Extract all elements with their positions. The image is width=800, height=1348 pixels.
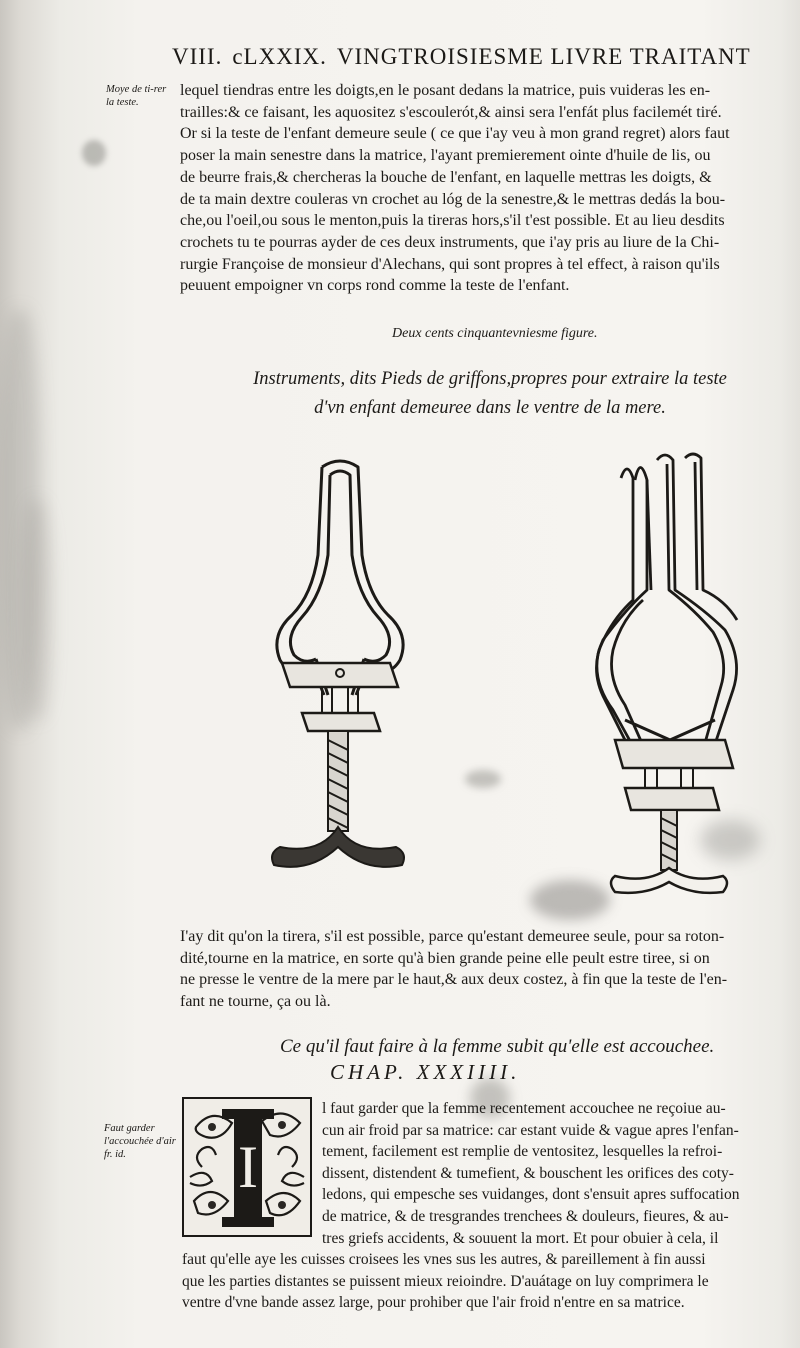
- text-line: dité,tourne en la matrice, en sorte qu'à bien grande peine elle peult estre tiree, si on: [180, 949, 710, 967]
- text-line: de beurre frais,& chercheras la bouche de l'enfant, en laquelle mettras les doigts, &: [180, 168, 712, 186]
- dropcap-letter: I: [238, 1134, 258, 1200]
- paragraph-2: [180, 926, 780, 1013]
- figure-title: [230, 365, 750, 423]
- text-line: che,ou l'oeil,ou sous le menton,puis la tireras hors,s'il t'est possible. Et au lieu desdits: [180, 212, 725, 230]
- text-line: ne presse le ventre de la mere par le haut,& aux deux costez, à fin que la teste de l'en-: [180, 971, 728, 989]
- griffon-instrument-right-illustration: [585, 450, 755, 900]
- chapter-number: CHAP. XXXIIII.: [330, 1060, 521, 1084]
- text-line: tement, facilement est remplie de ventositez, lesquelles la refroi-: [322, 1143, 723, 1161]
- text-line: cun air froid par sa matrice: car estant vuide & vague apres l'enfan-: [322, 1121, 739, 1139]
- folio: VIII.: [172, 44, 223, 69]
- text-line: poser la main senestre dans la matrice, l'ayant premierement ointe d'huile de lis, ou: [180, 147, 711, 165]
- decorative-dropcap-illustration: [182, 1097, 312, 1237]
- running-header: [172, 44, 782, 78]
- text-line: peuuent empoigner vn corps rond comme la teste de l'enfant.: [180, 277, 570, 295]
- page-stain: [82, 140, 106, 166]
- text-line: I'ay dit qu'on la tirera, s'il est possible, parce qu'estant demeuree seule, pour sa roton-: [180, 928, 725, 945]
- text-line: lequel tiendras entre les doigts,en le posant dedans la matrice, puis vuideras les en-: [180, 82, 711, 99]
- figure-number-caption: Deux cents cinquantevniesme figure.: [392, 326, 598, 341]
- margin-note-2: Faut garder l'accouchée d'air fr. id.: [104, 1123, 176, 1160]
- text-line: de ta main dextre couleras vn crochet au lóg de la senestre,& le mettras dedás la bou-: [180, 190, 726, 208]
- figure-title-line-2: d'vn enfant demeuree dans le ventre de la mere.: [314, 398, 666, 418]
- running-title: VINGTROISIESME LIVRE TRAITANT: [336, 44, 751, 69]
- margin-note-1: Moye de ti-rer la teste.: [106, 84, 167, 108]
- text-line: dissent, distendent & tumefient, & bouschent les orifices des coty-: [322, 1164, 734, 1182]
- text-line: trailles:& ce faisant, les aquositez s'escoulerót,& ainsi sera l'enfát plus facilemét tiré.: [180, 103, 722, 121]
- text-line: ventre d'vne bande assez large, pour prohiber que l'air froid n'entre en sa matrice.: [182, 1294, 685, 1312]
- paragraph-1: [180, 80, 780, 297]
- paragraph-3: [322, 1098, 782, 1249]
- figure-title-line-1: Instruments, dits Pieds de griffons,propres pour extraire la teste: [253, 369, 727, 389]
- text-line: Or si la teste de l'enfant demeure seule ( ce que i'ay veu à mon grand regret) alors faut: [180, 125, 730, 143]
- chapter-title: Ce qu'il faut faire à la femme subit qu'elle est accouchee.: [280, 1036, 715, 1057]
- text-line: l faut garder que la femme recentement accouchee ne reçoiue au-: [322, 1100, 726, 1117]
- page-stain: [22, 500, 52, 720]
- paragraph-4: [182, 1249, 782, 1314]
- text-line: ledons, qui empesche ses vuidanges, dont s'ensuit apres suffocation: [322, 1186, 740, 1204]
- page-stain: [465, 770, 501, 788]
- page-number: cLXXIX.: [232, 44, 327, 69]
- text-line: tres griefs accidents, & souuent la mort. Et pour obuier à cela, il: [322, 1229, 719, 1247]
- text-line: faut qu'elle aye les cuisses croisees les vnes sus les autres, & pareillement à fin aussi: [182, 1251, 706, 1268]
- griffon-instrument-left-illustration: [260, 455, 420, 875]
- text-line: rurgie Françoise de monsieur d'Alechans, qui sont propres à tel effect, à raison qu'ils: [180, 255, 720, 273]
- text-line: que les parties distantes se puissent mieux reioindre. D'auátage on luy comprimera le: [182, 1272, 709, 1290]
- text-line: crochets tu te pourras ayder de ces deux instruments, que i'ay pris au liure de la Chi-: [180, 233, 720, 251]
- text-line: de matrice, & de tresgrandes trenchees & douleurs, fieures, & au-: [322, 1207, 729, 1225]
- text-line: fant ne tourne, ça ou là.: [180, 993, 331, 1011]
